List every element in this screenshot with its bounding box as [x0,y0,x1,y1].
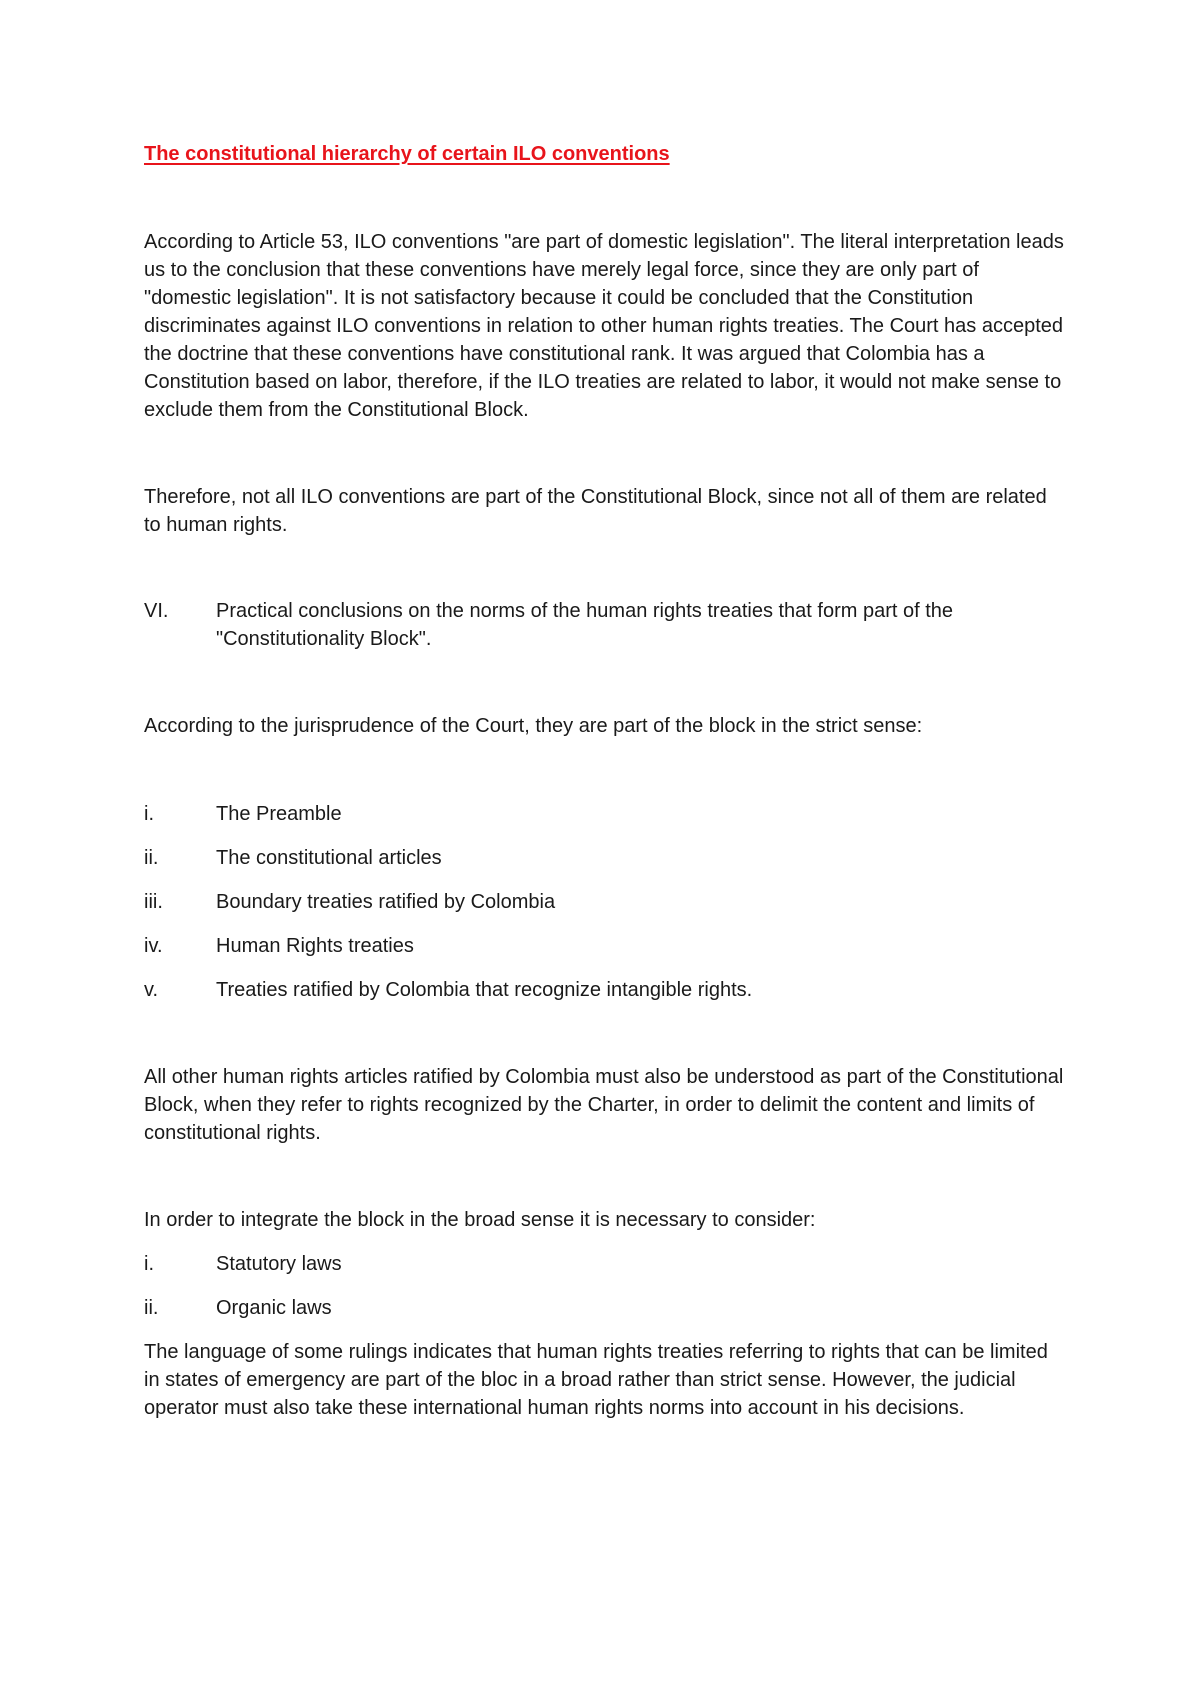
section-number: VI. [144,600,169,622]
list-marker: ii. [144,1297,159,1319]
strict-sense-list [144,800,1064,1004]
list-marker: v. [144,979,159,1001]
list-item-text: The Preamble [216,803,342,825]
list-item [144,1294,1064,1322]
paragraph-ilo-not-all: Therefore, not all ILO conventions are part of the Constitutional Block, since not all of them are related to human rights. [144,486,1047,536]
list-item-text: Statutory laws [216,1253,342,1275]
broad-sense-list [144,1250,1064,1322]
document-title: The constitutional hierarchy of certain ILO conventions [144,143,670,165]
list-marker: iv. [144,935,163,957]
list-item [144,1250,1064,1278]
paragraph-ilo-article-53: According to Article 53, ILO conventions "are part of domestic legislation". The literal interpretation leads us to the conclusion that these conventions have merely legal force, since they are only part of "domestic legislation". It is not satisfactory because it could be concluded that the Constitution discriminates against ILO conventions in relation to other human rights treaties. The Court has accepted the doctrine that these conventions have constitutional rank. It was argued that Colombia has a Constitution based on labor, therefore, if the ILO treaties are related to labor, it would not make sense to exclude them from the Constitutional Block. [144,231,1064,421]
list-item [144,888,1064,916]
list-item-text: Organic laws [216,1297,332,1319]
paragraph-broad-sense-intro: In order to integrate the block in the broad sense it is necessary to consider: [144,1209,816,1231]
list-item-text: Treaties ratified by Colombia that recognize intangible rights. [216,979,753,1001]
list-marker: ii. [144,847,159,869]
list-marker: iii. [144,891,163,913]
document-body [144,140,1064,1422]
list-item-text: Boundary treaties ratified by Colombia [216,891,556,913]
list-item [144,976,1064,1004]
paragraph-rulings-language: The language of some rulings indicates that human rights treaties referring to rights that can be limited in states of emergency are part of the bloc in a broad rather than strict sense. However, the judicial operator must also take these international human rights norms into account in his decisions. [144,1341,1048,1419]
list-item-text: The constitutional articles [216,847,442,869]
list-marker: i. [144,803,154,825]
section-vi-heading [144,597,1064,653]
list-marker: i. [144,1253,154,1275]
list-item [144,844,1064,872]
paragraph-other-human-rights: All other human rights articles ratified by Colombia must also be understood as part of the Constitutional Block, when they refer to rights recognized by the Charter, in order to delimit the content and limits of constitutional rights. [144,1066,1064,1144]
section-title: Practical conclusions on the norms of the human rights treaties that form part of the "Constitutionality Block". [216,600,954,650]
paragraph-strict-sense-intro: According to the jurisprudence of the Court, they are part of the block in the strict sense: [144,715,923,737]
list-item-text: Human Rights treaties [216,935,414,957]
list-item [144,800,1064,828]
list-item [144,932,1064,960]
